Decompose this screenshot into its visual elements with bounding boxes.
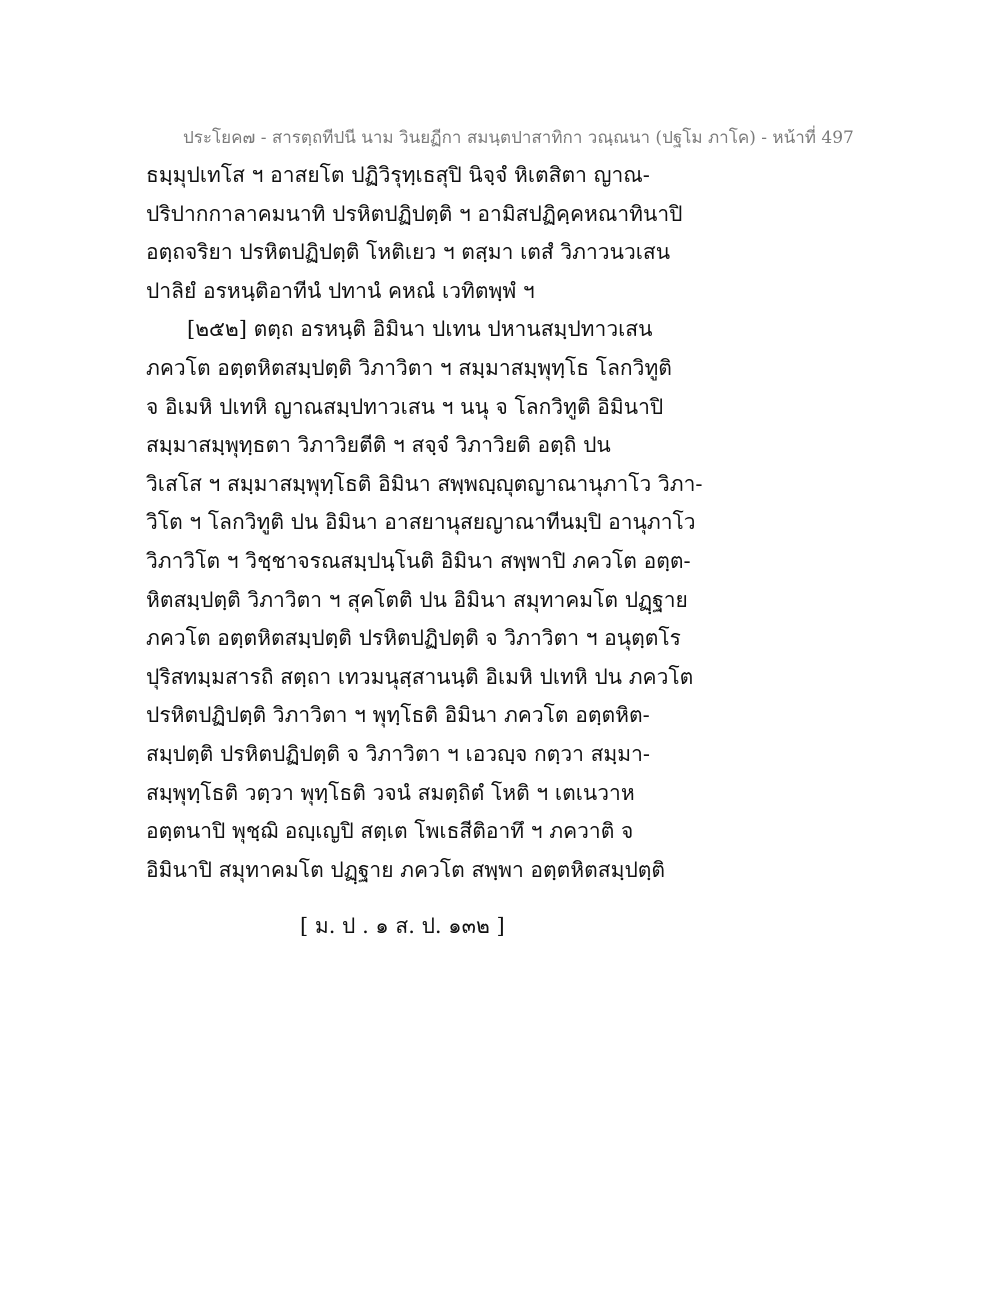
text-line: จ อิเมหิ ปเทหิ ญาณสมฺปทาวเสน ฯ นนุ จ โลกวิทูติ อิมินาปิ [146,394,664,419]
text-line: อตฺถจริยา ปรหิตปฏิปตฺติ โหติเยว ฯ ตสฺมา เตสํ วิภาวนวเสน [146,240,671,265]
text-line: วิภาวิโต ฯ วิชฺชาจรณสมฺปนฺโนติ อิมินา สพฺพาปิ ภควโต อตฺต- [146,548,691,573]
footnote-reference: [ ม. ป . ๑ ส. ป. ๑๓๒ ] [300,914,505,938]
text-line: วิโต ฯ โลกวิทูติ ปน อิมินา อาสยานุสยญาณาทีนมฺปิ อานุภาโว [146,510,696,535]
text-line: หิตสมฺปตฺติ วิภาวิตา ฯ สุคโตติ ปน อิมินา สมุทาคมโต ปฏฺฐาย [146,587,688,612]
text-line: อิมินาปิ สมุทาคมโต ปฏฺฐาย ภควโต สพฺพา อตฺตหิตสมฺปตฺติ [146,857,666,882]
text-line: อตฺตนาปิ พุชฺฌิ อญฺเญปิ สตฺเต โพเธสีติอาทึ ฯ ภควาติ จ [146,819,634,844]
text-line: สมฺปตฺติ ปรหิตปฏิปตฺติ จ วิภาวิตา ฯ เอวญฺจ กตฺวา สมฺมา- [146,741,650,766]
text-line: ปุริสทมฺมสารถิ สตฺถา เทวมนุสฺสานนฺติ อิเมหิ ปเทหิ ปน ภควโต [146,664,694,689]
text-line: สมฺพุทฺโธติ วตฺวา พุทฺโธติ วจนํ สมตฺถิตํ โหติ ฯ เตเนวาห [146,780,635,805]
text-line: ธมฺมุปเทโส ฯ อาสยโต ปฏิวิรุทฺเธสุปิ นิจฺจํ หิเตสิตา ญาณ- [146,163,650,187]
text-line: วิเสโส ฯ สมฺมาสมฺพุทฺโธติ อิมินา สพฺพญฺญุตญาณานุภาโว วิภา- [146,471,703,496]
text-line: ปริปากกาลาคมนาทิ ปรหิตปฏิปตฺติ ฯ อามิสปฏิคฺคหณาทินาปิ [146,201,683,226]
text-line: สมฺมาสมฺพุทฺธตา วิภาวิยตีติ ฯ สจฺจํ วิภาวิยติ อตฺถิ ปน [146,433,611,458]
text-line: ภควโต อตฺตหิตสมฺปตฺติ ปรหิตปฏิปตฺติ จ วิภาวิตา ฯ อนุตฺตโร [146,626,681,651]
body-text [146,156,706,889]
text-line: ปรหิตปฏิปตฺติ วิภาวิตา ฯ พุทฺโธติ อิมินา ภควโต อตฺตหิต- [146,703,650,728]
text-line: ปาลิยํ อรหนฺติอาทีนํ ปทานํ คหณํ เวทิตพฺพํ ฯ [146,278,535,303]
running-header: ประโยค๗ - สารตฺถทีปนี นาม วินยฏีกา สมนฺตปาสาทิกา วณฺณนา (ปฐโม ภาโค) - หน้าที่ 497 [183,128,854,148]
paragraph-start-line: [๒๕๒] ตตฺถ อรหนฺติ อิมินา ปเทน ปหานสมฺปทาวเสน [187,317,653,342]
text-line: ภควโต อตฺตหิตสมฺปตฺติ วิภาวิตา ฯ สมฺมาสมฺพุทฺโธ โลกวิทูติ [146,355,672,380]
